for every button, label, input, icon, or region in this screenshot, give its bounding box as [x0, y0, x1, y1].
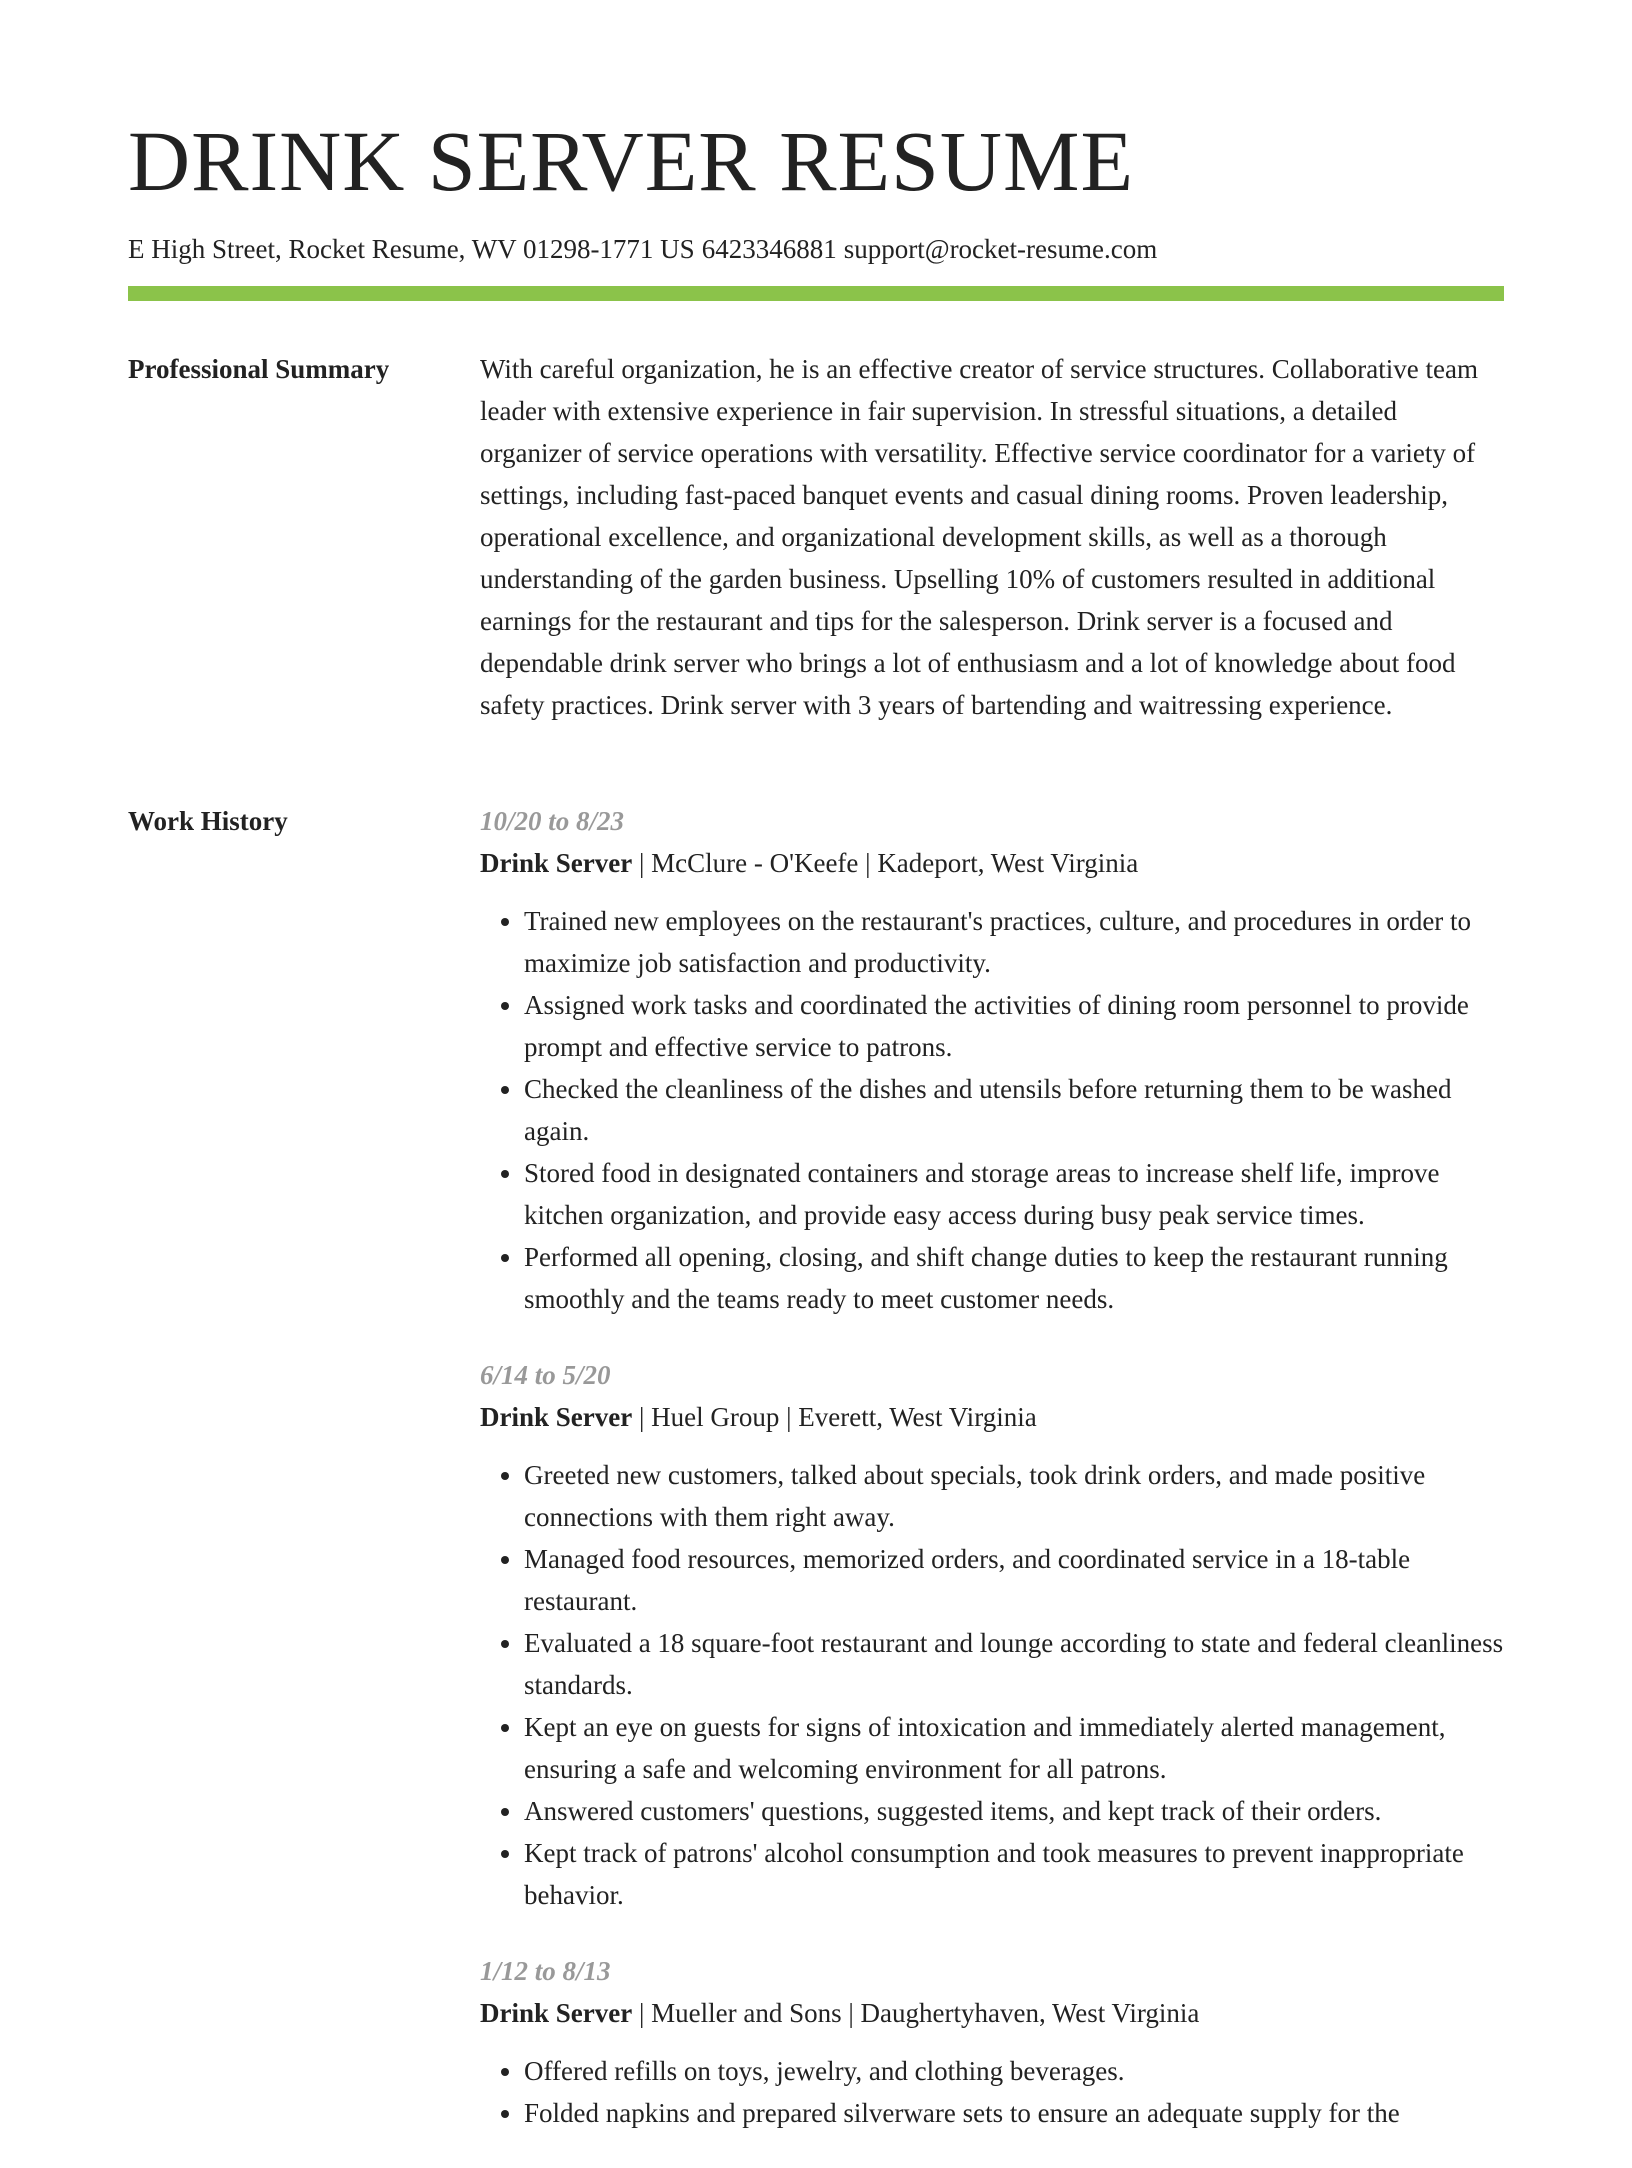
job-bullet: • Assigned work tasks and coordinated the activities of dining room personnel to provide prompt and effective service to patrons.	[524, 984, 1504, 1068]
contact-email[interactable]: support@rocket-resume.com	[843, 234, 1158, 264]
job-bullet-list	[480, 2050, 1504, 2134]
job-bullet: • Checked the cleanliness of the dishes and utensils before returning them to be washed again.	[524, 1068, 1504, 1152]
contact-phone: 6423346881	[701, 234, 837, 264]
job-bullet: • Folded napkins and prepared silverware sets to ensure an adequate supply for the	[524, 2092, 1504, 2134]
job-title-line: Drink Server | McClure - O'Keefe | Kadeport, West Virginia	[480, 848, 1139, 878]
professional-summary-body	[480, 348, 1504, 726]
job-role: Drink Server	[480, 1998, 633, 2028]
job-company: Huel Group	[651, 1402, 780, 1432]
job-bullet: • Evaluated a 18 square-foot restaurant and lounge according to state and federal cleanliness standards.	[524, 1622, 1504, 1706]
job-location: Kadeport, West Virginia	[877, 848, 1139, 878]
job-bullet: • Managed food resources, memorized orders, and coordinated service in a 18-table restaurant.	[524, 1538, 1504, 1622]
job-bullet: • Answered customers' questions, suggested items, and kept track of their orders.	[524, 1790, 1504, 1832]
contact-line	[128, 232, 1157, 266]
job-role: Drink Server	[480, 848, 633, 878]
job-company: Mueller and Sons	[651, 1998, 842, 2028]
job-role: Drink Server	[480, 1402, 633, 1432]
job-title-line: Drink Server | Mueller and Sons | Daughertyhaven, West Virginia	[480, 1998, 1200, 2028]
job-company: McClure - O'Keefe	[651, 848, 859, 878]
job-title-line: Drink Server | Huel Group | Everett, West Virginia	[480, 1402, 1037, 1432]
job-entry	[480, 800, 1504, 1320]
job-bullet: • Greeted new customers, talked about specials, took drink orders, and made positive connections with them right away.	[524, 1454, 1504, 1538]
job-location: Daughertyhaven, West Virginia	[860, 1998, 1200, 2028]
professional-summary-text: With careful organization, he is an effective creator of service structures. Collaborative team leader with extensive experience in fair supervision. In stressful situations, a detailed organizer of service operations with versatility. Effective service coordinator for a variety of settings, including fast-paced banquet events and casual dining rooms. Proven leadership, operational excellence, and organizational development skills, as well as a thorough understanding of the garden business. Upselling 10% of customers resulted in additional earnings for the restaurant and tips for the salesperson. Drink server is a focused and dependable drink server who brings a lot of enthusiasm and a lot of knowledge about food safety practices. Drink server with 3 years of bartending and waitressing experience.	[480, 354, 1478, 720]
job-entry	[480, 1354, 1504, 1916]
job-dates: 10/20 to 8/23	[480, 806, 625, 836]
job-bullet: • Offered refills on toys, jewelry, and clothing beverages.	[524, 2050, 1504, 2092]
job-location: Everett, West Virginia	[798, 1402, 1037, 1432]
job-bullet-list	[480, 1454, 1504, 1916]
job-bullet: • Kept track of patrons' alcohol consumption and took measures to prevent inappropriate behavior.	[524, 1832, 1504, 1916]
job-bullet: • Kept an eye on guests for signs of intoxication and immediately alerted management, ensuring a safe and welcoming environment for all patrons.	[524, 1706, 1504, 1790]
work-history-body	[480, 800, 1504, 2168]
job-entry	[480, 1950, 1504, 2134]
job-dates: 1/12 to 8/13	[480, 1956, 611, 1986]
work-history-heading: Work History	[128, 806, 288, 836]
job-dates: 6/14 to 5/20	[480, 1360, 611, 1390]
job-bullet: • Stored food in designated containers and storage areas to increase shelf life, improve kitchen organization, and provide easy access during busy peak service times.	[524, 1152, 1504, 1236]
header-divider	[128, 286, 1504, 301]
professional-summary-heading: Professional Summary	[128, 354, 390, 384]
job-bullet: • Performed all opening, closing, and shift change duties to keep the restaurant running smoothly and the teams ready to meet customer needs.	[524, 1236, 1504, 1320]
contact-address: E High Street, Rocket Resume, WV 01298-1771 US	[128, 234, 695, 264]
resume-title: DRINK SERVER RESUME	[128, 113, 1134, 209]
job-bullet: • Trained new employees on the restaurant's practices, culture, and procedures in order to maximize job satisfaction and productivity.	[524, 900, 1504, 984]
job-bullet-list	[480, 900, 1504, 1320]
